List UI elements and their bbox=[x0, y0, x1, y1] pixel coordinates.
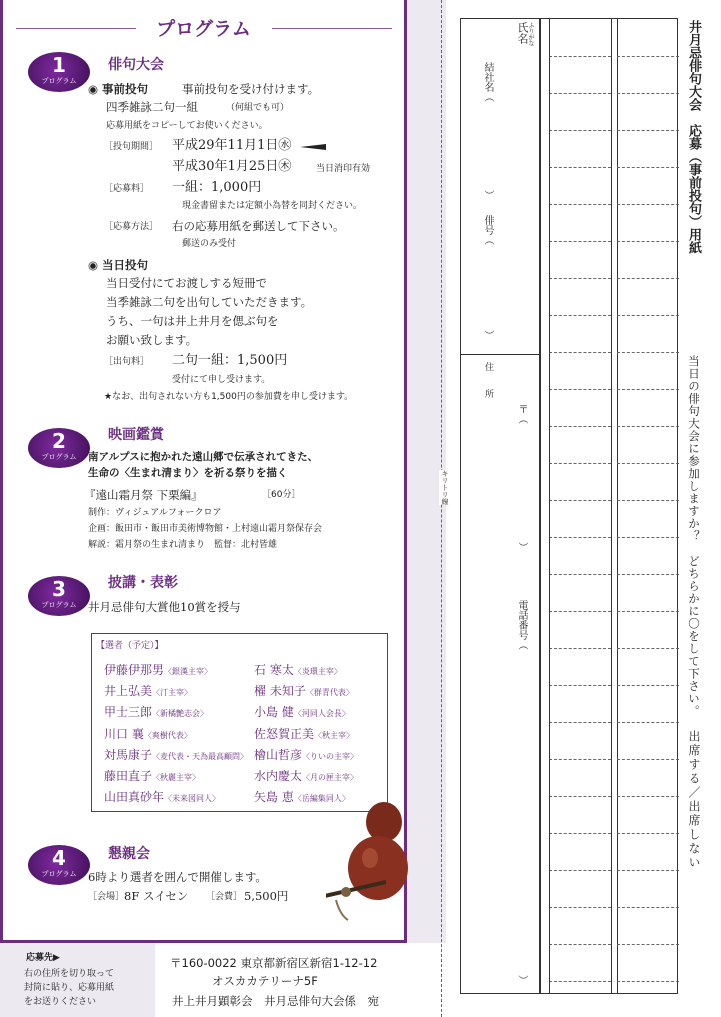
badge-number: 4 bbox=[52, 846, 66, 870]
sameday-fee: 二句一組：1,500円 bbox=[172, 353, 288, 368]
judge-entry bbox=[254, 748, 358, 764]
form-grid-line bbox=[549, 648, 611, 649]
form-grid-line bbox=[549, 204, 611, 205]
form-grid-line bbox=[549, 611, 611, 612]
judge-affiliation: 〈秋主宰〉 bbox=[314, 730, 355, 740]
judge-entry bbox=[104, 727, 192, 743]
party-fee-value: 5,500円 bbox=[244, 889, 289, 903]
film-title: 『遠山霜月祭 下栗編』 bbox=[84, 488, 203, 502]
section-title-party: 懇親会 bbox=[108, 846, 150, 862]
form-grid-line bbox=[617, 611, 679, 612]
judge-entry bbox=[254, 663, 342, 679]
method-label: ［応募方法］ bbox=[104, 222, 159, 232]
form-grid-line bbox=[549, 130, 611, 131]
form-grid-line bbox=[549, 315, 611, 316]
judge-affiliation: 〈爽樹代表〉 bbox=[143, 730, 192, 740]
fee-value: 一組：1,000円 bbox=[172, 180, 262, 195]
judge-entry bbox=[254, 684, 354, 700]
form-grid-line bbox=[617, 685, 679, 686]
postal-close: ） bbox=[516, 542, 527, 552]
form-grid-line bbox=[617, 574, 679, 575]
form-grid-line bbox=[617, 944, 679, 945]
form-grid-line bbox=[549, 56, 611, 57]
form-grid-line bbox=[549, 278, 611, 279]
badge-label: プログラム bbox=[41, 601, 77, 609]
form-grid-line bbox=[549, 93, 611, 94]
judge-affiliation: 〈炎環主宰〉 bbox=[293, 667, 342, 676]
awards-line1: 井月忌俳句大賞他10賞を授与 bbox=[88, 600, 241, 614]
cut-line bbox=[441, 0, 442, 1017]
program-badge-2 bbox=[28, 428, 90, 468]
method-note: 郵送のみ受付 bbox=[182, 239, 237, 249]
form-divider-4 bbox=[617, 19, 618, 993]
judge-name: 矢島 恵 bbox=[254, 790, 294, 805]
cut-label: キリトリ線 bbox=[441, 470, 449, 505]
judge-affiliation: 〈河同人会長〉 bbox=[293, 709, 350, 719]
program-badge-1 bbox=[28, 52, 90, 92]
party-line1: 6時より選者を囲んで開催します。 bbox=[88, 870, 267, 884]
venue-label: ［会場］ bbox=[88, 892, 125, 902]
form-grid-line bbox=[617, 463, 679, 464]
film-line1: 南アルプスに抱かれた遠山郷で伝承されてきた、 bbox=[88, 451, 319, 463]
sameday-heading: ◉ 当日投句 bbox=[88, 258, 149, 272]
judge-entry bbox=[104, 705, 208, 721]
judge-affiliation: 〈銀漢主宰〉 bbox=[164, 667, 213, 676]
form-grid-line bbox=[549, 870, 611, 871]
advance-lead: 事前投句を受け付けます。 bbox=[182, 82, 320, 96]
form-grid-line bbox=[617, 722, 679, 723]
form-grid-line bbox=[549, 722, 611, 723]
address-instr-3: をお送りください bbox=[24, 997, 97, 1007]
judge-entry bbox=[104, 790, 220, 806]
judge-name: 櫂 未知子 bbox=[254, 684, 306, 699]
form-grid-line bbox=[617, 870, 679, 871]
name-label: 氏名 bbox=[516, 22, 529, 44]
judge-name: 甲士三郎 bbox=[104, 705, 153, 720]
form-grid-line bbox=[549, 685, 611, 686]
advance-line1-note: （何組でも可） bbox=[226, 103, 290, 113]
film-length: ［60分］ bbox=[262, 490, 301, 500]
party-fee-label: ［会費］ bbox=[206, 892, 243, 902]
form-grid-line bbox=[549, 463, 611, 464]
address-head: 応募先▶ bbox=[26, 953, 60, 963]
film-credit-1: 制作：ヴィジュアルフォークロア bbox=[88, 508, 222, 518]
form-grid-line bbox=[549, 241, 611, 242]
form-grid-line bbox=[549, 500, 611, 501]
postal-label: 〒（ bbox=[516, 404, 527, 424]
form-grid-line bbox=[617, 537, 679, 538]
form-grid-line bbox=[617, 833, 679, 834]
judges-title: 【選者（予定）】 bbox=[96, 641, 164, 651]
judge-name: 川口 襄 bbox=[104, 726, 144, 741]
form-grid-line bbox=[549, 944, 611, 945]
club-close: ） bbox=[482, 190, 493, 200]
judge-affiliation: 〈岳編集同人〉 bbox=[293, 794, 350, 804]
program-title: プログラム bbox=[156, 18, 251, 40]
advance-line2: 応募用紙をコピーしてお使いください。 bbox=[106, 121, 268, 131]
judge-affiliation: 〈秋麗主宰〉 bbox=[152, 773, 201, 782]
form-grid-line bbox=[617, 426, 679, 427]
form-grid-line bbox=[617, 352, 679, 353]
sameday-line4: お願い致します。 bbox=[106, 333, 198, 347]
sameday-line1: 当日受付にてお渡しする短冊で bbox=[106, 276, 267, 290]
period-label: ［投句期間］ bbox=[104, 142, 159, 152]
judge-name: 藤田直子 bbox=[104, 769, 153, 783]
arrow-icon bbox=[300, 143, 326, 151]
form-grid-line bbox=[549, 907, 611, 908]
venue-value: 8F スイセン bbox=[124, 889, 189, 903]
form-grid-line bbox=[617, 315, 679, 316]
judge-entry bbox=[104, 769, 200, 785]
tel-label: 電話番号（ bbox=[516, 600, 527, 650]
judge-affiliation: 〈未来図同人〉 bbox=[164, 794, 221, 804]
badge-number: 3 bbox=[52, 577, 66, 601]
program-badge-3 bbox=[28, 576, 90, 616]
form-grid-line bbox=[617, 93, 679, 94]
judge-entry bbox=[104, 748, 248, 764]
attend-question: 当日の俳句大会に参加しますか？ どちらかに〇をして下さい。 bbox=[687, 355, 701, 718]
sameday-note: ★なお、出句されない方も1,500円の参加費を申し受けます。 bbox=[104, 392, 354, 402]
sameday-line2: 当季雑詠二句を出句していただきます。 bbox=[106, 295, 313, 309]
judge-name: 伊藤伊那男 bbox=[104, 663, 165, 677]
judge-name: 山田真砂年 bbox=[104, 790, 165, 805]
period-note: 当日消印有効 bbox=[316, 164, 371, 174]
form-grid-line bbox=[549, 167, 611, 168]
address-line-2: オスカカテリーナ5F bbox=[212, 974, 318, 988]
advance-line1: 四季雑詠二句一組 bbox=[106, 100, 198, 114]
badge-number: 2 bbox=[52, 429, 66, 453]
addr-label: 住所 bbox=[483, 362, 493, 416]
judge-name: 小島 健 bbox=[254, 705, 294, 720]
badge-label: プログラム bbox=[41, 453, 77, 461]
judge-affiliation: 〈りいの主宰〉 bbox=[302, 751, 359, 761]
form-grid-line bbox=[549, 352, 611, 353]
tel-close: ） bbox=[516, 975, 527, 985]
form-grid-line bbox=[617, 56, 679, 57]
form-section-rule bbox=[461, 354, 539, 355]
club-label: 結社名（ bbox=[482, 62, 493, 102]
form-grid-line bbox=[549, 796, 611, 797]
form-grid-line bbox=[617, 648, 679, 649]
film-credit-2: 企画：飯田市・飯田市美術博物館・上村遠山霜月祭保存会 bbox=[88, 524, 323, 534]
form-grid-line bbox=[617, 167, 679, 168]
judge-name: 水内慶太 bbox=[254, 769, 303, 783]
address-instr-2: 封筒に貼り、応募用紙 bbox=[24, 983, 115, 993]
judge-name: 井上弘美 bbox=[104, 684, 153, 699]
judge-name: 檜山哲彦 bbox=[254, 747, 303, 762]
form-grid-line bbox=[617, 130, 679, 131]
form-grid-line bbox=[617, 796, 679, 797]
badge-label: プログラム bbox=[41, 870, 77, 878]
form-grid-line bbox=[617, 759, 679, 760]
judge-name: 石 寒太 bbox=[254, 663, 294, 677]
advance-heading: ◉ 事前投句 bbox=[88, 82, 149, 96]
fee-label: ［応募料］ bbox=[104, 184, 150, 194]
form-grid-line bbox=[617, 241, 679, 242]
judge-entry bbox=[104, 663, 212, 679]
form-grid-line bbox=[617, 278, 679, 279]
badge-label: プログラム bbox=[41, 77, 77, 85]
method-value: 右の応募用紙を郵送して下さい。 bbox=[172, 219, 345, 233]
address-line-1: 〒160-0022 東京都新宿区新宿1-12-12 bbox=[170, 956, 378, 970]
judge-affiliation: 〈汀主宰〉 bbox=[152, 688, 193, 698]
form-grid-line bbox=[549, 833, 611, 834]
address-line-3: 井上井月顕彰会 井月忌俳句大会係 宛 bbox=[172, 994, 379, 1008]
form-spine bbox=[540, 19, 550, 993]
section-title-haiku: 俳句大会 bbox=[108, 57, 164, 73]
form-grid-line bbox=[617, 981, 679, 982]
form-title: 井月忌俳句大会 応募（事前投句）用紙 bbox=[686, 20, 701, 254]
form-grid-line bbox=[617, 389, 679, 390]
period-from: 平成29年11月1日㊌ bbox=[172, 138, 292, 153]
haigo-label: 俳号（ bbox=[482, 215, 493, 245]
form-grid-line bbox=[549, 574, 611, 575]
form-grid-line bbox=[617, 204, 679, 205]
address-instr-1: 右の住所を切り取って bbox=[24, 969, 115, 979]
period-to: 平成30年1月25日㊍ bbox=[172, 159, 292, 174]
judge-entry bbox=[104, 684, 192, 700]
judge-name: 佐怒賀正美 bbox=[254, 726, 315, 741]
attend-options[interactable]: 出席する／出席しない bbox=[687, 730, 701, 870]
entry-form bbox=[460, 18, 678, 994]
form-grid-line bbox=[549, 759, 611, 760]
furigana-label: ふりがな bbox=[527, 22, 534, 46]
judge-entry bbox=[254, 705, 350, 721]
form-grid-line bbox=[549, 426, 611, 427]
form-grid-line bbox=[549, 981, 611, 982]
section-title-film: 映画鑑賞 bbox=[108, 427, 164, 443]
fee-note: 現金書留または定額小為替を同封ください。 bbox=[182, 201, 363, 211]
haigo-close: ） bbox=[482, 330, 493, 340]
judge-affiliation: 〈麦代表・天為最高顧問〉 bbox=[152, 751, 249, 761]
badge-number: 1 bbox=[52, 53, 66, 77]
judge-affiliation: 〈群青代表〉 bbox=[305, 688, 354, 698]
form-grid-line bbox=[549, 537, 611, 538]
form-grid-line bbox=[617, 500, 679, 501]
judge-affiliation: 〈月の匣主宰〉 bbox=[302, 773, 359, 782]
form-divider-3 bbox=[611, 19, 612, 993]
section-title-awards: 披講・表彰 bbox=[108, 575, 178, 591]
film-line2: 生命の〈生まれ清まり〉を祈る祭りを描く bbox=[88, 467, 288, 479]
form-grid-line bbox=[617, 907, 679, 908]
judge-entry bbox=[254, 727, 354, 743]
sameday-fee-note: 受付にて申し受けます。 bbox=[172, 375, 271, 385]
program-badge-4 bbox=[28, 845, 90, 885]
sameday-line3: うち、一句は井上井月を偲ぶ句を bbox=[106, 314, 279, 328]
film-credit-3: 解説：霜月祭の生まれ清まり 監督：北村皆雄 bbox=[88, 540, 278, 550]
judge-name: 対馬康子 bbox=[104, 747, 153, 762]
gourd-illustration bbox=[326, 780, 416, 930]
judge-affiliation: 〈新橘艶志会〉 bbox=[152, 709, 209, 719]
form-grid-line bbox=[549, 389, 611, 390]
sameday-fee-label: ［出句料］ bbox=[104, 357, 150, 367]
